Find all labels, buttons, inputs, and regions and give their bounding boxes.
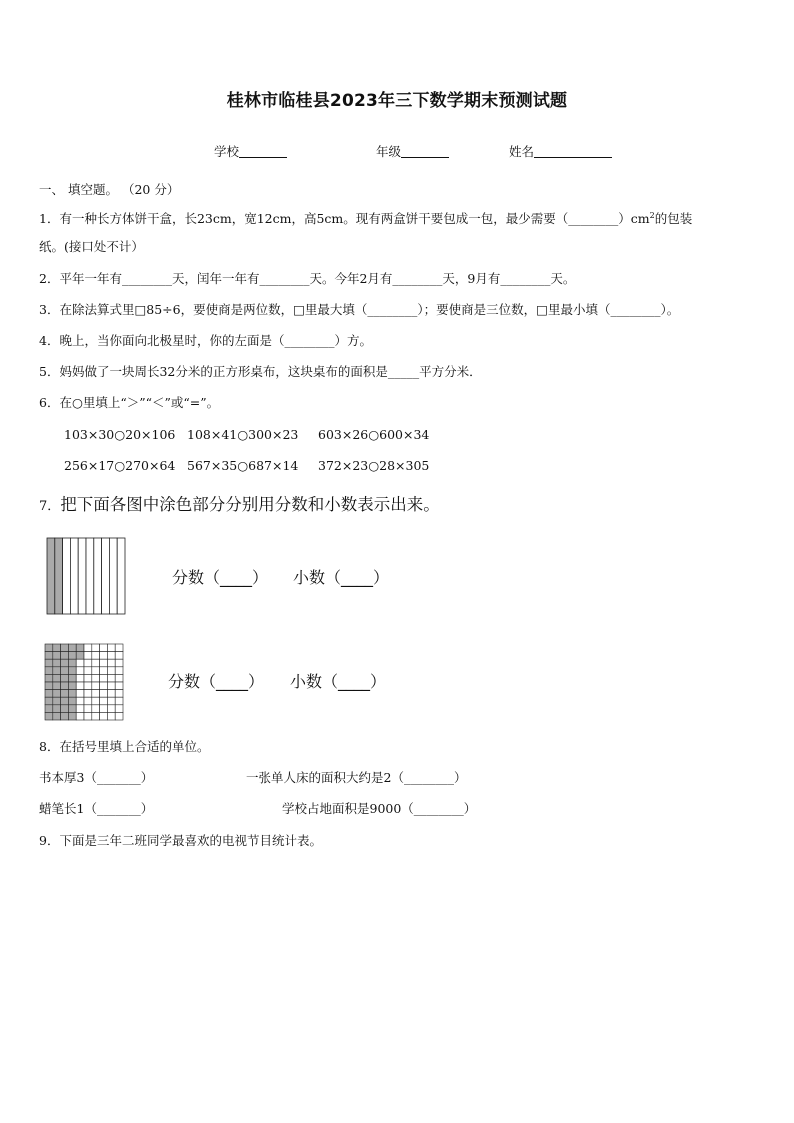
compare-item: 603×26○600×34 — [318, 427, 430, 442]
grid-cell — [115, 712, 123, 720]
shaded-cell — [53, 667, 61, 675]
shaded-cell — [45, 652, 53, 660]
grid-cell — [84, 667, 92, 675]
shaded-cell — [53, 697, 61, 705]
grid-cell — [76, 659, 84, 667]
unit-item-a: 书本厚3（_______） — [39, 770, 154, 785]
grid-cell — [115, 659, 123, 667]
shaded-cell — [68, 697, 76, 705]
shaded-cell — [61, 705, 69, 713]
grid-cell — [92, 697, 100, 705]
grid-cell — [92, 682, 100, 690]
grid-cell — [115, 697, 123, 705]
shaded-cell — [61, 682, 69, 690]
question-8: 8．在括号里填上合适的单位。 — [39, 739, 210, 754]
shaded-strip — [55, 538, 63, 614]
grid-cell — [100, 659, 108, 667]
shaded-cell — [61, 644, 69, 652]
name-blank[interactable] — [534, 144, 612, 158]
strip — [78, 538, 86, 614]
grid-cell — [115, 674, 123, 682]
shaded-cell — [68, 659, 76, 667]
shaded-cell — [61, 667, 69, 675]
grid-cell — [92, 644, 100, 652]
grid-cell — [107, 644, 115, 652]
shaded-cell — [53, 712, 61, 720]
fraction-figure-strips — [46, 537, 126, 615]
question-7 — [39, 491, 440, 515]
compare-item: 372×23○28×305 — [318, 458, 430, 473]
shaded-cell — [53, 659, 61, 667]
fig1-fraction-answer[interactable]: 分数（____） — [172, 568, 269, 587]
compare-item: 567×35○687×14 — [187, 458, 299, 473]
fig1-decimal-answer[interactable]: 小数（____） — [293, 568, 390, 587]
grid-cell — [100, 644, 108, 652]
shaded-cell — [45, 690, 53, 698]
school-blank[interactable] — [239, 144, 287, 158]
name-field — [509, 142, 612, 160]
shaded-cell — [68, 712, 76, 720]
grid-cell — [84, 690, 92, 698]
grid-cell — [92, 667, 100, 675]
question-9: 9．下面是三年二班同学最喜欢的电视节目统计表。 — [39, 833, 322, 848]
fig2-fraction-answer[interactable]: 分数（____） — [168, 672, 265, 691]
grid-cell — [76, 712, 84, 720]
question-2: 2．平年一年有________天，闰年一年有________天。今年2月有________天，9月有________天。 — [39, 271, 576, 286]
compare-item: 108×41○300×23 — [187, 427, 299, 442]
shaded-cell — [61, 712, 69, 720]
grid-cell — [84, 652, 92, 660]
shaded-cell — [45, 644, 53, 652]
grid-cell — [84, 705, 92, 713]
grid-cell — [115, 667, 123, 675]
strip — [86, 538, 94, 614]
grid-cell — [92, 705, 100, 713]
fig2-decimal-answer[interactable]: 小数（____） — [290, 672, 387, 691]
shaded-cell — [76, 652, 84, 660]
shaded-cell — [45, 682, 53, 690]
question-6: 6．在○里填上“＞”“＜”或“=”。 — [39, 395, 220, 410]
grid-cell — [92, 690, 100, 698]
grid-cell — [100, 712, 108, 720]
unit-item-d: 学校占地面积是9000（________） — [282, 801, 477, 816]
shaded-cell — [61, 697, 69, 705]
unit-item-c: 蜡笔长1（_______） — [39, 801, 154, 816]
question-1-end: 的包装 — [654, 211, 693, 227]
strip — [117, 538, 125, 614]
grid-cell — [107, 667, 115, 675]
compare-item: 256×17○270×64 — [64, 458, 176, 473]
name-label: 姓名 — [509, 144, 535, 159]
shaded-cell — [53, 652, 61, 660]
school-field — [214, 142, 287, 160]
grid-cell — [84, 644, 92, 652]
question-3: 3．在除法算式里□85÷6，要使商是两位数，□里最大填（________）；要使商是三位数，□里最小填（________）。 — [39, 302, 680, 317]
grid-cell — [107, 697, 115, 705]
grid-cell — [107, 652, 115, 660]
grid-cell — [107, 682, 115, 690]
shaded-cell — [45, 674, 53, 682]
grid-cell — [115, 644, 123, 652]
grid-cell — [92, 652, 100, 660]
grid-cell — [92, 659, 100, 667]
grade-label: 年级 — [376, 144, 402, 159]
question-1-text: 1．有一种长方体饼干盒，长23cm，宽12cm，高5cm。现有两盒饼干要包成一包，最少需要（________）cm — [39, 211, 650, 227]
grid-cell — [84, 712, 92, 720]
shaded-cell — [68, 674, 76, 682]
shaded-strip — [47, 538, 55, 614]
shaded-cell — [45, 697, 53, 705]
section-header: 一、 填空题。 （20 分） — [39, 182, 180, 197]
grid-cell — [92, 712, 100, 720]
shaded-cell — [53, 682, 61, 690]
grid-cell — [84, 659, 92, 667]
grid-cell — [100, 690, 108, 698]
grid-cell — [92, 674, 100, 682]
shaded-cell — [68, 690, 76, 698]
strip — [102, 538, 110, 614]
grid-cell — [100, 674, 108, 682]
grid-cell — [107, 705, 115, 713]
grid-cell — [84, 697, 92, 705]
shaded-cell — [53, 644, 61, 652]
shaded-cell — [68, 682, 76, 690]
strip — [109, 538, 117, 614]
grid-cell — [115, 690, 123, 698]
grid-cell — [76, 697, 84, 705]
shaded-cell — [68, 705, 76, 713]
question-1 — [39, 208, 692, 227]
shaded-cell — [61, 652, 69, 660]
grid-cell — [115, 682, 123, 690]
grid-cell — [76, 690, 84, 698]
grid-cell — [107, 674, 115, 682]
grid-cell — [107, 690, 115, 698]
shaded-cell — [53, 674, 61, 682]
grid-cell — [100, 667, 108, 675]
strip — [63, 538, 71, 614]
shaded-cell — [76, 644, 84, 652]
strip — [70, 538, 78, 614]
grid-cell — [115, 705, 123, 713]
page-title: 桂林市临桂县2023年三下数学期末预测试题 — [226, 91, 568, 111]
grid-cell — [115, 652, 123, 660]
shaded-cell — [61, 659, 69, 667]
compare-item: 103×30○20×106 — [64, 427, 176, 442]
shaded-cell — [45, 667, 53, 675]
question-7-number: 7． — [39, 499, 61, 514]
squared-sup: 2 — [649, 211, 655, 220]
question-7-text: 把下面各图中涂色部分分别用分数和小数表示出来。 — [60, 495, 440, 514]
fraction-figure-grid — [44, 643, 124, 721]
shaded-cell — [45, 712, 53, 720]
shaded-cell — [45, 659, 53, 667]
question-5: 5．妈妈做了一块周长32分米的正方形桌布，这块桌布的面积是_____平方分米． — [39, 364, 482, 379]
shaded-cell — [53, 690, 61, 698]
grid-cell — [84, 674, 92, 682]
grid-cell — [100, 652, 108, 660]
shaded-cell — [68, 667, 76, 675]
unit-item-b: 一张单人床的面积大约是2（________） — [246, 770, 467, 785]
shaded-cell — [61, 674, 69, 682]
grid-cell — [76, 705, 84, 713]
shaded-cell — [45, 705, 53, 713]
grid-cell — [107, 712, 115, 720]
school-label: 学校 — [214, 144, 240, 159]
shaded-cell — [68, 644, 76, 652]
question-1-line2: 纸。(接口处不计） — [39, 239, 144, 254]
shaded-cell — [61, 690, 69, 698]
strip — [94, 538, 102, 614]
grid-cell — [100, 697, 108, 705]
grade-field — [376, 142, 449, 160]
grid-cell — [100, 682, 108, 690]
shaded-cell — [53, 705, 61, 713]
grid-cell — [107, 659, 115, 667]
grid-cell — [100, 705, 108, 713]
grade-blank[interactable] — [401, 144, 449, 158]
grid-cell — [76, 682, 84, 690]
grid-cell — [84, 682, 92, 690]
question-4: 4．晚上，当你面向北极星时，你的左面是（________）方。 — [39, 333, 372, 348]
grid-cell — [76, 674, 84, 682]
grid-cell — [76, 667, 84, 675]
shaded-cell — [68, 652, 76, 660]
